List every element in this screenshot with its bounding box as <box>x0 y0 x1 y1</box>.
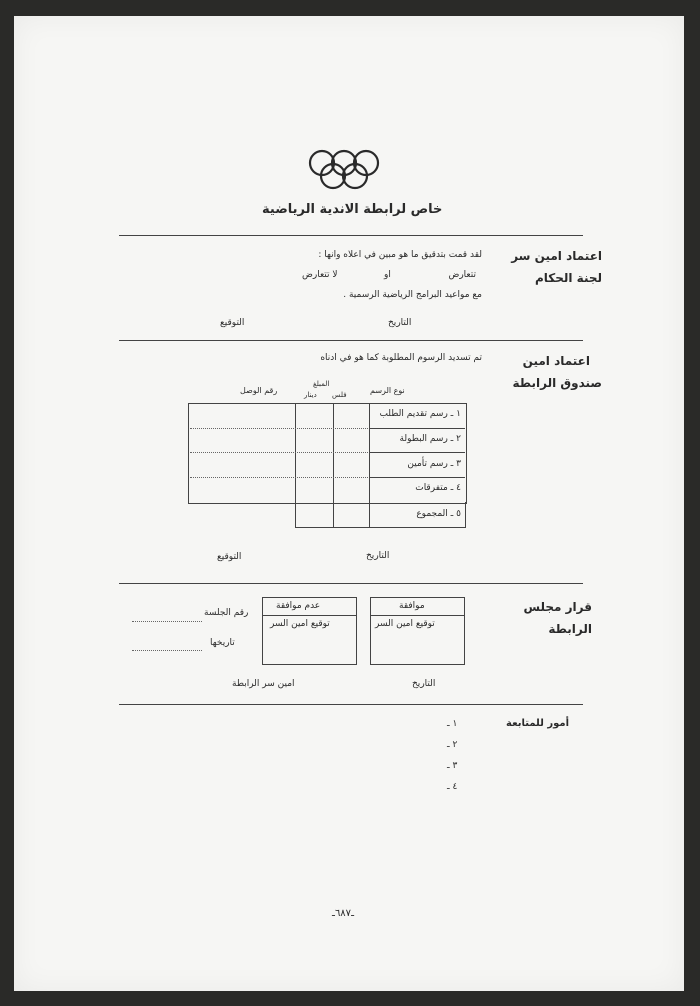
form-page <box>14 16 684 991</box>
followup-item-4: ٤ ـ <box>447 782 458 792</box>
reject-label: عدم موافقة <box>276 601 321 611</box>
session-number-field[interactable] <box>132 621 202 622</box>
table-col-divider-type <box>369 403 370 527</box>
fee-row-total: ٥ ـ المجموع <box>416 509 461 519</box>
table-row-line <box>190 452 368 453</box>
table-row-line <box>369 428 465 429</box>
session-date-label: تاريخها <box>210 638 235 648</box>
section2-date-label: التاريخ <box>366 551 390 561</box>
col-header-dinar: دينار <box>304 391 317 399</box>
approve-label: موافقة <box>399 601 425 611</box>
section2-label-line1: اعتماد امين <box>522 354 590 368</box>
fee-row-misc: ٤ ـ متفرقات <box>415 483 461 493</box>
table-row-line <box>369 452 465 453</box>
followup-item-2: ٢ ـ <box>447 740 458 750</box>
col-header-fee-type: نوع الرسم <box>370 386 405 395</box>
col-header-receipt: رقم الوصل <box>240 386 278 395</box>
option-no-conflict: لا تتعارض <box>302 270 338 280</box>
page-number: ـ٦٨٧ـ <box>332 908 354 919</box>
table-col-divider-receipt <box>295 403 296 527</box>
col-header-fils: فلس <box>332 391 347 399</box>
section1-signature-label: التوقيع <box>220 318 245 328</box>
secretary-label: امين سر الرابطة <box>232 679 295 689</box>
followup-title: أمور للمتابعة <box>506 718 569 729</box>
reject-box-divider <box>262 615 357 616</box>
section3-label-line1: قرار مجلس <box>523 600 592 614</box>
divider-4 <box>119 704 583 705</box>
fee-row-application: ١ ـ رسم تقديم الطلب <box>379 409 461 419</box>
fee-row-championship: ٢ ـ رسم البطولة <box>399 434 461 444</box>
section1-line3: مع مواعيد البرامج الرياضية الرسمية . <box>343 290 482 300</box>
section2-signature-label: التوقيع <box>217 552 242 562</box>
section3-label-line2: الرابطة <box>548 622 592 636</box>
col-header-amount: المبلغ <box>313 380 330 388</box>
table-row-line <box>190 428 368 429</box>
table-col-divider-amount <box>333 403 334 527</box>
section1-statement: لقد قمت بتدقيق ما هو مبين في اعلاه وانها : <box>318 250 482 260</box>
form-title: خاص لرابطة الاندية الرياضية <box>262 202 443 217</box>
divider-3 <box>119 583 583 584</box>
session-number-label: رقم الجلسة <box>204 608 249 618</box>
reject-sign-label: توقيع امين السر <box>270 619 330 629</box>
divider-1 <box>119 235 583 236</box>
followup-item-1: ١ ـ <box>447 719 458 729</box>
olympic-rings-logo <box>308 147 380 195</box>
followup-item-3: ٣ ـ <box>447 761 458 771</box>
table-row-line <box>369 477 465 478</box>
table-total-right-border <box>465 502 466 527</box>
option-or: او <box>384 270 391 280</box>
session-date-field[interactable] <box>132 650 202 651</box>
approve-sign-label: توقيع امين السر <box>375 619 435 629</box>
section1-label-line1: اعتماد امين سر <box>511 249 602 263</box>
section3-date-label: التاريخ <box>412 679 436 689</box>
section1-date-label: التاريخ <box>388 318 412 328</box>
section1-label-line2: لجنة الحكام <box>534 271 602 285</box>
section2-label-line2: صندوق الرابطة <box>512 376 602 390</box>
divider-2 <box>119 340 583 341</box>
section2-intro: تم تسديد الرسوم المطلوبة كما هو في ادناه <box>320 353 482 363</box>
fee-row-insurance: ٣ ـ رسم تأمين <box>407 459 461 469</box>
approve-box-divider <box>370 615 465 616</box>
table-row-line <box>190 477 368 478</box>
table-total-bottom-border <box>295 527 466 528</box>
option-conflict: تتعارض <box>448 270 476 280</box>
